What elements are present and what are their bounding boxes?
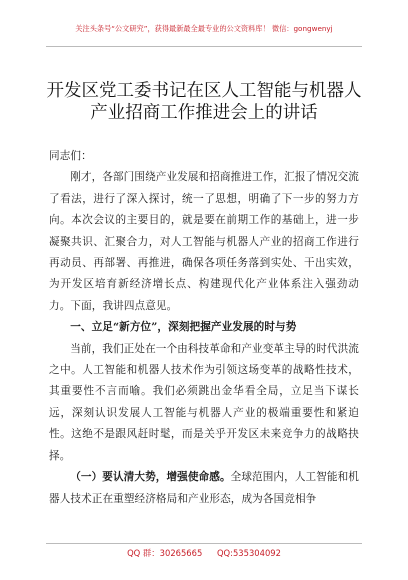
subsection-heading-1: （一）要认清大势，增强使命感。 [70, 471, 231, 484]
document-title: 开发区党工委书记在区人工智能与机器人产业招商工作推进会上的讲话 [46, 81, 362, 123]
document-body [49, 146, 359, 510]
salutation: 同志们： [49, 150, 92, 162]
paragraph-intro: 刚才，各部门围绕产业发展和招商推进工作，汇报了情况交流了看法，进行了深入探讨，统一了思想，明确了下一步的努力方向。本次会议的主要目的，就是要在前期工作的基础上，进一步凝聚共识、汇聚合力，对人工智能与机器人产业的招商工作进行再动员、再部署、再推进，确保各项任务落到实处、干出实效，为开发区培育新经济增长点、构建现代化产业体系注入强劲动力。下面，我讲四点意见。 [49, 171, 359, 312]
footer-qq: QQ:535304092 [216, 548, 281, 558]
header-promo-note: 关注头条号“公文研究”，获得最新最全最专业的公文资料库！ 微信：gongwenyj [75, 24, 333, 33]
footer-qq-group: QQ 群：30265665 [127, 548, 203, 558]
paragraph-section-1: 当前，我们正处在一个由科技革命和产业变革主导的时代洪流之中。人工智能和机器人技术作为引领这场变革的战略性技术，其重要性不言而喻。我们必须跳出金华看全局，立足当下谋长远，深刻认识发展人工智能与机器人产业的极端重要性和紧迫性。这绝不是跟风赶时髦，而是关乎开发区未来竞争力的战略抉择。 [49, 342, 359, 462]
footer-divider [46, 543, 362, 544]
section-heading-1: 一、立足“新方位”，深刻把握产业发展的时与势 [70, 321, 297, 334]
subsection-text-1: 全球范围内，人工智能和机器人技术正在重塑经济格局和产业形态，成为各国竞相争 [49, 471, 359, 505]
header-divider [46, 46, 362, 47]
footer-contact [0, 547, 408, 559]
paragraph-subsection-1 [49, 467, 359, 510]
